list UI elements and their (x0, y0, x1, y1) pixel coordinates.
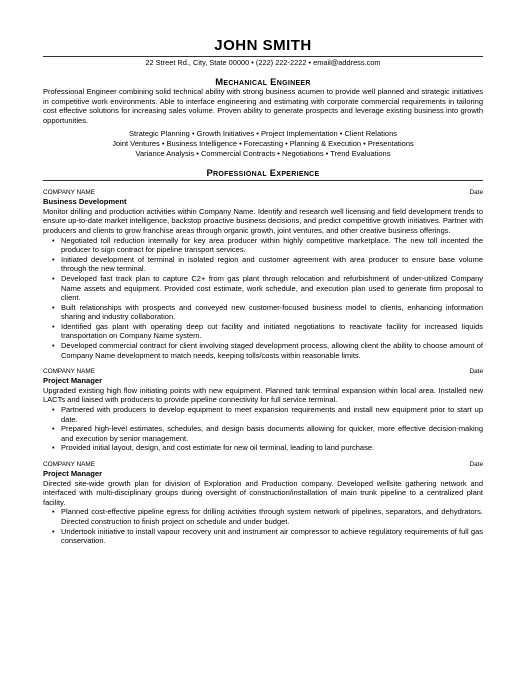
contact-line: 22 Street Rd., City, State 00000 • (222) 222-2222 • email@address.com (145, 58, 381, 67)
skills-line: Joint Ventures • Business Intelligence • Forecasting • Planning & Execution • Presentations (112, 138, 414, 148)
job-title: Mechanical Engineer (215, 76, 311, 87)
achievement-item: • Planned cost-effective pipeline egress for drilling activities through system network of pipelines, separators, and dehydrators. Directed construction to finish project on schedule and under budget. (52, 507, 483, 526)
experience-rule (43, 180, 483, 181)
achievement-item: • Identified gas plant with operating deep cut facility and initiated negotiations to reactivate facility for increased liquids transportation on Company Name system. (52, 321, 483, 341)
skills-block (43, 129, 483, 158)
bullet-icon: • (52, 302, 55, 312)
candidate-name: JOHN SMITH (214, 37, 312, 54)
bullet-icon: • (52, 235, 55, 245)
job-entry (43, 460, 483, 546)
job-role: Project Manager (43, 469, 103, 478)
skills-line: Variance Analysis • Commercial Contracts • Negotiations • Trend Evaluations (135, 148, 391, 158)
achievement-list (43, 236, 483, 361)
summary-paragraph: Professional Engineer combining solid technical ability with strong business acumen to provide well planned and strategic initiatives in competitive work environments. Able to interface engineering and estimating with corporate commercial requirements in tailoring cost effective solutions for increasing sales volume. Proven ability to generate prospects and leverage existing business into growth opportunities. (43, 87, 483, 125)
bullet-icon: • (52, 341, 55, 351)
job-header (43, 188, 483, 197)
job-date: Date (469, 461, 483, 468)
achievement-item: • Partnered with producers to develop equipment to meet expansion requirements and install new equipment prior to start up date. (52, 405, 483, 424)
achievement-item: • Negotiated toll reduction internally for key area producer within highly competitive marketplace. The new toll incented the producer to sign contract for pipeline transport services. (52, 235, 483, 255)
company-name: COMPANY NAME (43, 368, 95, 376)
job-entry (43, 188, 483, 360)
achievement-list (43, 405, 483, 453)
company-name: COMPANY NAME (43, 189, 95, 197)
job-description: Upgraded existing high flow initiating points with new equipment. Planned tank terminal expansion within local area. Installed new LACTs and liaised with producers to provide pipeline connectivity for full service terminal. (43, 385, 483, 405)
bullet-icon: • (52, 321, 55, 331)
job-role: Project Manager (43, 376, 103, 386)
achievement-item: • Built relationships with prospects and conveyed new customer-focused business model to clients, enhancing information sharing and industry collaboration. (52, 302, 483, 322)
job-date: Date (469, 189, 483, 197)
achievement-list (43, 507, 483, 545)
bullet-icon: • (52, 507, 55, 517)
bullet-icon: • (52, 443, 55, 453)
company-name: COMPANY NAME (43, 461, 95, 468)
bullet-icon: • (52, 526, 55, 536)
bullet-icon: • (52, 254, 55, 264)
bullet-icon: • (52, 273, 55, 283)
job-header (43, 460, 483, 469)
job-date: Date (469, 368, 483, 376)
job-entry (43, 367, 483, 453)
achievement-item: • Initiated development of terminal in isolated region and customer agreement with area producer to ensure base volume through the new terminal. (52, 254, 483, 274)
achievement-item: • Developed fast track plan to capture C2+ from gas plant through relocation and refurbishment of under-utilized Company Name assets and equipment. Provided cost estimate, work schedule, and execution plan used to generate firm proposal to client. (52, 273, 483, 303)
job-description: Monitor drilling and production activities within Company Name. Identify and research well licensing and field development trends to ensure up-to-date market intelligence, backstop proactive business decisions, and predict competitive growth initiatives. Partner with producers and clients to grow franchise areas through organic growth, joint ventures, and other creative business offerings. (43, 206, 483, 235)
skills-line: Strategic Planning • Growth Initiatives • Project Implementation • Client Relations (128, 129, 397, 139)
header-rule (43, 56, 483, 57)
job-description: Directed site-wide growth plan for division of Exploration and Production company. Developed wellsite gathering network and interfaced with multi-disciplinary groups during oversight of construction/installation of main trunk pipeline to a centralized plant facility. (43, 478, 483, 507)
achievement-item: • Prepared high-level estimates, schedules, and design basis documents allowing for quicker, more effective decision-making and execution by senior management. (52, 424, 483, 443)
job-header (43, 367, 483, 376)
experience-heading: Professional Experience (206, 167, 320, 179)
job-role: Business Development (43, 197, 127, 207)
achievement-item: • Undertook initiative to install vapour recovery unit and instrument air compressor to achieve regulatory requirements of full gas conservation. (52, 526, 483, 546)
achievement-item: • Provided initial layout, design, and cost estimate for new oil terminal, leading to land purchase. (52, 443, 375, 453)
achievement-item: • Developed commercial contract for client involving staged development process, allowing client the ability to choose amount of Company Name development to match needs, keeping tolls/costs within reasonable limits. (52, 341, 483, 360)
bullet-icon: • (52, 424, 55, 434)
bullet-icon: • (52, 405, 55, 415)
